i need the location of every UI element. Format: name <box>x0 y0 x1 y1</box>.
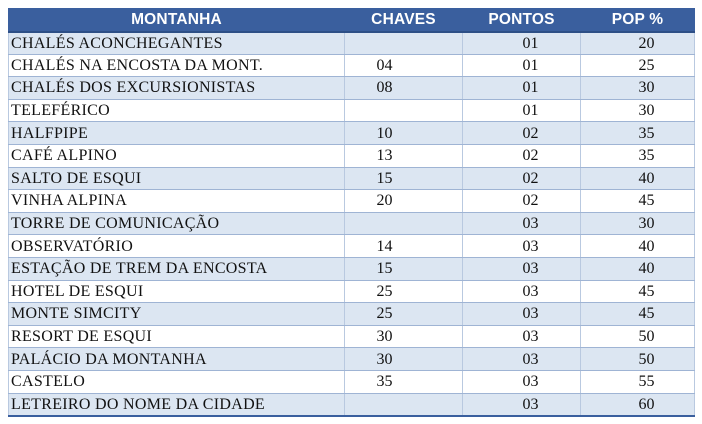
cell-chaves <box>345 32 463 55</box>
cell-chaves: 13 <box>345 144 463 167</box>
cell-pontos: 02 <box>463 122 581 145</box>
cell-montanha: OBSERVATÓRIO <box>9 235 345 258</box>
cell-montanha: HOTEL DE ESQUI <box>9 280 345 303</box>
cell-chaves: 30 <box>345 325 463 348</box>
cell-pop: 40 <box>581 235 695 258</box>
cell-pontos: 02 <box>463 144 581 167</box>
cell-montanha: CHALÉS DOS EXCURSIONISTAS <box>9 77 345 100</box>
cell-chaves: 08 <box>345 77 463 100</box>
header-chaves: CHAVES <box>345 9 463 32</box>
cell-chaves: 25 <box>345 303 463 326</box>
cell-pop: 25 <box>581 54 695 77</box>
header-pontos: PONTOS <box>463 9 581 32</box>
table-row <box>9 235 695 258</box>
table-row <box>9 325 695 348</box>
mountain-table-container <box>8 8 694 417</box>
cell-pop: 35 <box>581 122 695 145</box>
cell-chaves <box>345 393 463 416</box>
cell-pontos: 01 <box>463 54 581 77</box>
table-row <box>9 32 695 55</box>
cell-pop: 55 <box>581 370 695 393</box>
cell-montanha: LETREIRO DO NOME DA CIDADE <box>9 393 345 416</box>
cell-montanha: CASTELO <box>9 370 345 393</box>
table-row <box>9 370 695 393</box>
cell-pop: 30 <box>581 99 695 122</box>
cell-chaves: 30 <box>345 348 463 371</box>
cell-pop: 60 <box>581 393 695 416</box>
cell-chaves: 35 <box>345 370 463 393</box>
cell-pop: 45 <box>581 190 695 213</box>
cell-pontos: 01 <box>463 77 581 100</box>
table-row <box>9 257 695 280</box>
cell-pontos: 03 <box>463 212 581 235</box>
cell-chaves: 10 <box>345 122 463 145</box>
cell-pop: 30 <box>581 77 695 100</box>
cell-montanha: HALFPIPE <box>9 122 345 145</box>
table-row <box>9 303 695 326</box>
header-pop: POP % <box>581 9 695 32</box>
cell-montanha: SALTO DE ESQUI <box>9 167 345 190</box>
cell-chaves: 15 <box>345 167 463 190</box>
table-header <box>9 9 695 32</box>
cell-pop: 50 <box>581 348 695 371</box>
cell-chaves <box>345 212 463 235</box>
table-row <box>9 393 695 416</box>
cell-chaves: 14 <box>345 235 463 258</box>
table-row <box>9 190 695 213</box>
cell-pop: 35 <box>581 144 695 167</box>
table-row <box>9 167 695 190</box>
table-row <box>9 280 695 303</box>
cell-pop: 20 <box>581 32 695 55</box>
cell-chaves: 25 <box>345 280 463 303</box>
table-row <box>9 54 695 77</box>
table-row <box>9 212 695 235</box>
cell-pontos: 01 <box>463 99 581 122</box>
cell-pontos: 03 <box>463 393 581 416</box>
mountain-buildings-table <box>8 8 695 417</box>
table-row <box>9 348 695 371</box>
cell-pop: 45 <box>581 280 695 303</box>
cell-montanha: TORRE DE COMUNICAÇÃO <box>9 212 345 235</box>
cell-montanha: ESTAÇÃO DE TREM DA ENCOSTA <box>9 257 345 280</box>
cell-pop: 30 <box>581 212 695 235</box>
cell-chaves: 20 <box>345 190 463 213</box>
cell-pontos: 03 <box>463 325 581 348</box>
cell-montanha: PALÁCIO DA MONTANHA <box>9 348 345 371</box>
cell-montanha: VINHA ALPINA <box>9 190 345 213</box>
cell-montanha: CHALÉS ACONCHEGANTES <box>9 32 345 55</box>
table-row <box>9 144 695 167</box>
cell-pontos: 03 <box>463 257 581 280</box>
cell-pontos: 01 <box>463 32 581 55</box>
header-montanha: MONTANHA <box>9 9 345 32</box>
cell-pontos: 03 <box>463 280 581 303</box>
cell-pop: 40 <box>581 257 695 280</box>
table-body <box>9 32 695 416</box>
cell-montanha: TELEFÉRICO <box>9 99 345 122</box>
table-row <box>9 122 695 145</box>
cell-chaves <box>345 99 463 122</box>
cell-pop: 45 <box>581 303 695 326</box>
table-row <box>9 99 695 122</box>
cell-montanha: MONTE SIMCITY <box>9 303 345 326</box>
cell-pontos: 03 <box>463 348 581 371</box>
cell-pop: 40 <box>581 167 695 190</box>
cell-pontos: 03 <box>463 370 581 393</box>
header-row <box>9 9 695 32</box>
cell-montanha: CHALÉS NA ENCOSTA DA MONT. <box>9 54 345 77</box>
cell-montanha: CAFÉ ALPINO <box>9 144 345 167</box>
cell-pontos: 02 <box>463 167 581 190</box>
cell-chaves: 15 <box>345 257 463 280</box>
cell-chaves: 04 <box>345 54 463 77</box>
table-row <box>9 77 695 100</box>
cell-pontos: 03 <box>463 235 581 258</box>
cell-pop: 50 <box>581 325 695 348</box>
cell-montanha: RESORT DE ESQUI <box>9 325 345 348</box>
cell-pontos: 02 <box>463 190 581 213</box>
cell-pontos: 03 <box>463 303 581 326</box>
